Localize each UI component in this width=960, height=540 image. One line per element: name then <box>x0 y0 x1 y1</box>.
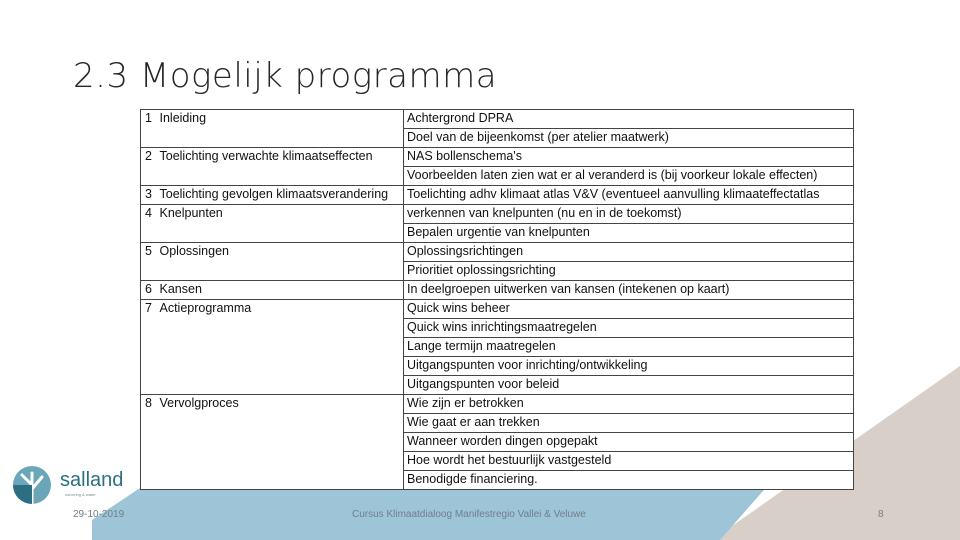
row-number: 5 <box>141 243 157 262</box>
row-topic: Toelichting gevolgen klimaatsverandering <box>157 186 404 205</box>
row-number <box>141 376 157 395</box>
row-detail: Wie zijn er betrokken <box>404 395 854 414</box>
row-topic: Actieprogramma <box>157 300 404 319</box>
table-row <box>141 148 854 167</box>
row-topic <box>157 338 404 357</box>
footer-page-number: 8 <box>878 509 884 520</box>
table-row <box>141 414 854 433</box>
table-row <box>141 110 854 129</box>
row-topic <box>157 414 404 433</box>
program-table <box>140 109 854 490</box>
footer-text: Cursus Klimaatdialoog Manifestregio Vallei & Veluwe <box>352 509 586 520</box>
row-detail: Oplossingsrichtingen <box>404 243 854 262</box>
table-row <box>141 167 854 186</box>
row-detail: Uitgangspunten voor inrichting/ontwikkeling <box>404 357 854 376</box>
row-topic <box>157 224 404 243</box>
row-detail: Wie gaat er aan trekken <box>404 414 854 433</box>
row-topic: Kansen <box>157 281 404 300</box>
row-detail: Benodigde financiering. <box>404 471 854 490</box>
footer-date: 29-10-2019 <box>73 509 125 520</box>
row-number <box>141 224 157 243</box>
row-topic: Oplossingen <box>157 243 404 262</box>
row-detail: Bepalen urgentie van knelpunten <box>404 224 854 243</box>
row-number <box>141 452 157 471</box>
table-row <box>141 376 854 395</box>
row-topic <box>157 433 404 452</box>
row-number <box>141 167 157 186</box>
row-number <box>141 433 157 452</box>
row-number: 6 <box>141 281 157 300</box>
row-detail: Wanneer worden dingen opgepakt <box>404 433 854 452</box>
salland-logo <box>8 463 128 505</box>
table-row <box>141 186 854 205</box>
row-detail: verkennen van knelpunten (nu en in de toekomst) <box>404 205 854 224</box>
row-topic <box>157 452 404 471</box>
table-row <box>141 433 854 452</box>
logo-tagline: zuivering & water <box>65 492 96 497</box>
row-detail: Hoe wordt het bestuurlijk vastgesteld <box>404 452 854 471</box>
row-topic <box>157 262 404 281</box>
row-number <box>141 319 157 338</box>
row-detail: Prioritiet oplossingsrichting <box>404 262 854 281</box>
table-row <box>141 205 854 224</box>
row-topic: Vervolgproces <box>157 395 404 414</box>
row-topic <box>157 319 404 338</box>
row-detail: In deelgroepen uitwerken van kansen (intekenen op kaart) <box>404 281 854 300</box>
table-row <box>141 129 854 148</box>
row-number: 4 <box>141 205 157 224</box>
table-row <box>141 357 854 376</box>
table-row <box>141 452 854 471</box>
slide-title: 2.3 Mogelijk programma <box>73 56 498 96</box>
row-topic <box>157 167 404 186</box>
row-detail: NAS bollenschema's <box>404 148 854 167</box>
row-detail: Doel van de bijeenkomst (per atelier maatwerk) <box>404 129 854 148</box>
table-row <box>141 300 854 319</box>
row-topic: Inleiding <box>157 110 404 129</box>
row-number: 8 <box>141 395 157 414</box>
row-number: 1 <box>141 110 157 129</box>
table-row <box>141 338 854 357</box>
table-row <box>141 281 854 300</box>
table-row <box>141 395 854 414</box>
row-detail: Quick wins inrichtingsmaatregelen <box>404 319 854 338</box>
tree-logo-icon <box>8 463 56 505</box>
row-detail: Achtergrond DPRA <box>404 110 854 129</box>
table-row <box>141 319 854 338</box>
table-row <box>141 224 854 243</box>
table-row <box>141 243 854 262</box>
row-number <box>141 262 157 281</box>
row-number: 7 <box>141 300 157 319</box>
row-topic <box>157 129 404 148</box>
row-topic <box>157 471 404 490</box>
row-topic: Toelichting verwachte klimaatseffecten <box>157 148 404 167</box>
row-number: 2 <box>141 148 157 167</box>
row-topic <box>157 357 404 376</box>
row-number: 3 <box>141 186 157 205</box>
logo-wordmark: salland <box>60 469 124 491</box>
row-topic: Knelpunten <box>157 205 404 224</box>
row-detail: Uitgangspunten voor beleid <box>404 376 854 395</box>
row-topic <box>157 376 404 395</box>
table-row <box>141 262 854 281</box>
row-number <box>141 357 157 376</box>
row-detail: Toelichting adhv klimaat atlas V&V (eventueel aanvulling klimaateffectatlas <box>404 186 854 205</box>
row-detail: Quick wins beheer <box>404 300 854 319</box>
row-number <box>141 338 157 357</box>
row-number <box>141 414 157 433</box>
row-detail: Voorbeelden laten zien wat er al veranderd is (bij voorkeur lokale effecten) <box>404 167 854 186</box>
row-detail: Lange termijn maatregelen <box>404 338 854 357</box>
row-number <box>141 129 157 148</box>
table-row <box>141 471 854 490</box>
row-number <box>141 471 157 490</box>
